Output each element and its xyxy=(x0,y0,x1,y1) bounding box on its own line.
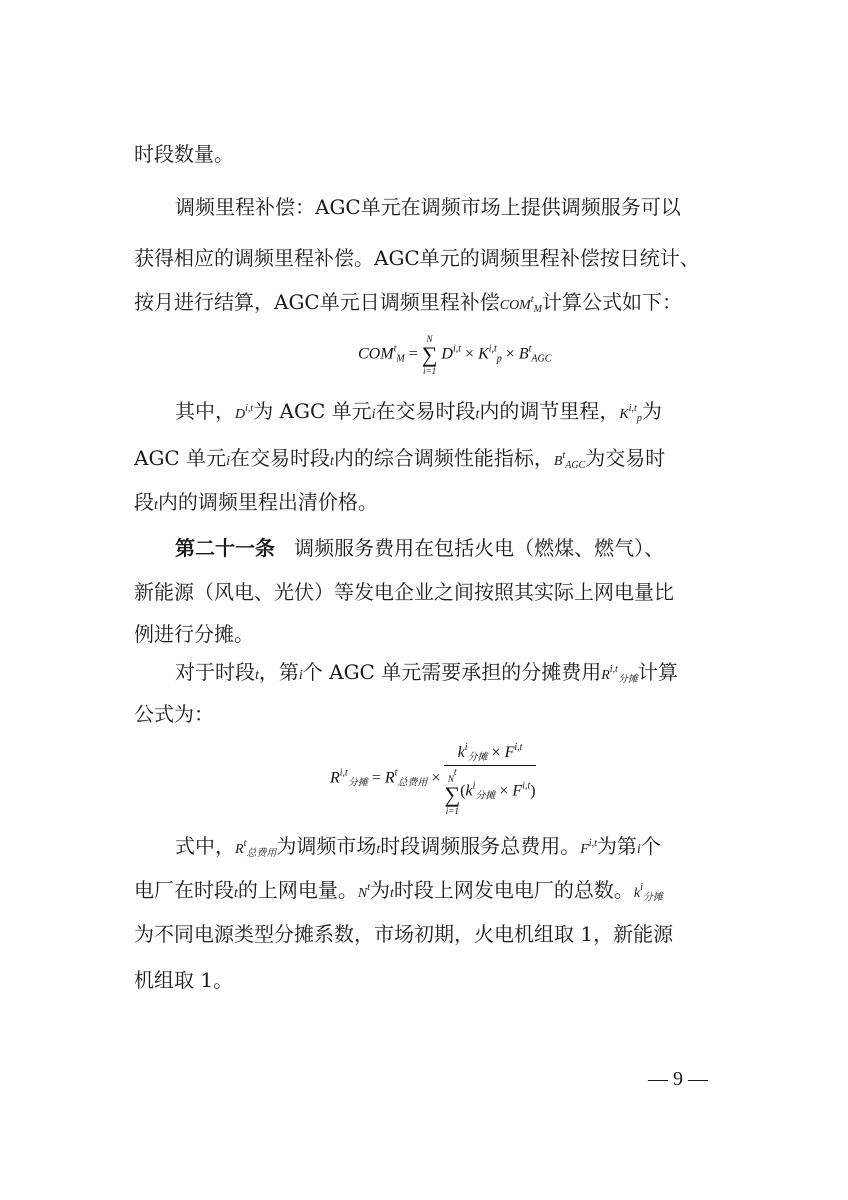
text-line: 时段数量。 xyxy=(134,142,234,166)
text-line: 调频里程补偿：AGC单元在调频市场上提供调频服务可以 xyxy=(175,195,681,219)
text-line: 获得相应的调频里程补偿。AGC单元的调频里程补偿按日统计、 xyxy=(134,246,700,270)
article-heading-line: 第二十一条 调频服务费用在包括火电（燃煤、燃气）、 xyxy=(175,536,665,560)
text-line: 公式为： xyxy=(134,702,214,726)
text-line: AGC 单元i在交易时段t内的综合调频性能指标，$B^t_{AGC}$为交易时 xyxy=(134,446,666,471)
text-line: 电厂在时段t的上网电量。$N^t$为t时段上网发电电厂的总数。$k^i_{分摊}$ xyxy=(134,878,663,903)
text-line: 对于时段t，第i个 AGC 单元需要承担的分摊费用R$^{i,t}_{分摊}$计算 xyxy=(175,660,678,685)
formula-fentan: $R^{i,t}_{分摊} = R^t_{总费用}$ × $k^i_{分摊} \times F^{i,t}$ Nt ∑ i=1 $(k^i_{分摊} \times F^{i,t})$ xyxy=(330,742,536,816)
text-line: 其中，D$^{i,t}$为 AGC 单元i在交易时段t内的调节里程，K$^{i,t}_p$为 xyxy=(175,399,662,424)
text-line: 例进行分摊。 xyxy=(134,622,254,646)
text-line: 按月进行结算，AGC单元日调频里程补偿$COM^t_M$计算公式如下： xyxy=(134,290,682,315)
text-line: 机组取 1。 xyxy=(134,968,234,992)
text-line: 段t内的调频里程出清价格。 xyxy=(134,490,378,514)
article-number: 第二十一条 xyxy=(175,536,275,560)
formula-com: $COM^t_M$ = N ∑ i=1 $D^{i,t} \times K^{i,t}_p \times B^t_{AGC}$ xyxy=(358,334,552,376)
text-line: 新能源（风电、光伏）等发电企业之间按照其实际上网电量比 xyxy=(134,580,674,604)
text-line: 式中，$R^t_{总费用}$为调频市场t时段调频服务总费用。F$^{i,t}$为第i个 xyxy=(175,834,661,859)
page-number: — 9 — xyxy=(648,1068,708,1090)
text-line: 为不同电源类型分摊系数，市场初期，火电机组取 1，新能源 xyxy=(134,922,674,946)
